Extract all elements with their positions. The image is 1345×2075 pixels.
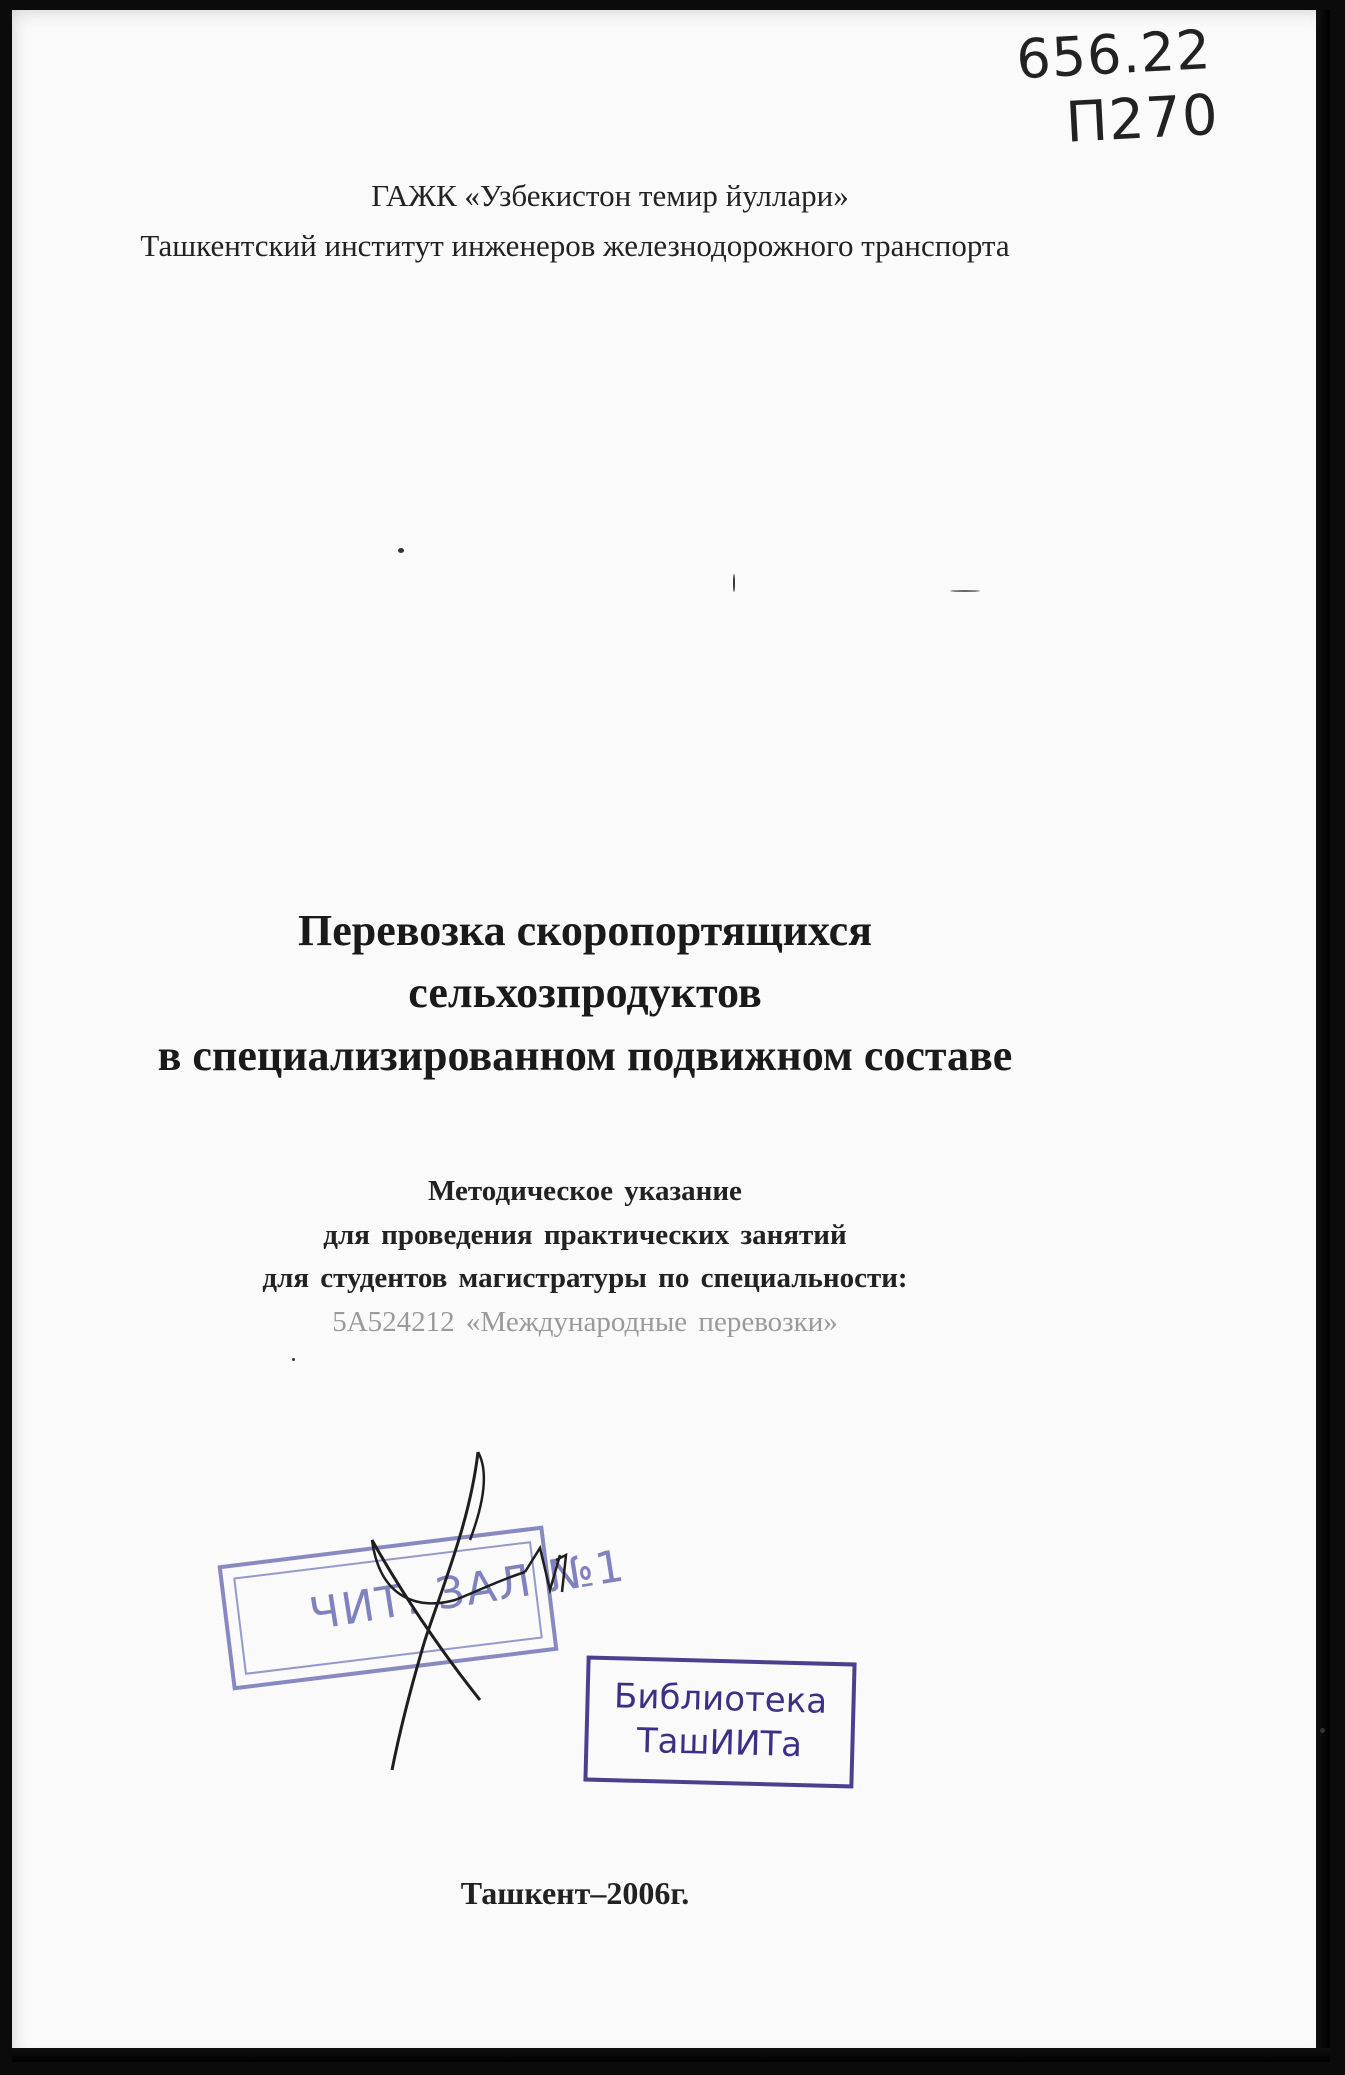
library-stamp-line1: Библиотека: [613, 1676, 828, 1722]
call-number-line2: П270: [1064, 82, 1221, 156]
subtitle-line2: для проведения практических занятий: [323, 1219, 847, 1251]
organization-name: ГАЖК «Узбекистон темир йуллари»: [371, 178, 849, 213]
subtitle-line1: Методическое указание: [428, 1175, 742, 1207]
library-stamp-line2: ТашИИТа: [636, 1720, 803, 1766]
subtitle-line4: 5А524212 «Международные перевозки»: [332, 1306, 838, 1338]
reading-room-stamp-text: ЧИТ. ЗАЛ №1: [305, 1540, 630, 1641]
institute-name: Ташкентский институт инженеров железнодорожного транспорта: [140, 228, 1010, 263]
place-and-year: Ташкент–2006г.: [460, 1875, 690, 1911]
library-stamp-text: [588, 1674, 852, 1769]
scan-edge-right: [1316, 10, 1330, 2062]
dust-speck: [292, 1358, 295, 1361]
dust-speck: [1320, 1728, 1325, 1733]
library-call-number: [1015, 17, 1221, 159]
call-number-line1: 656.22: [1014, 18, 1213, 92]
subtitle-line3: для студентов магистратуры по специальности:: [262, 1262, 908, 1294]
title-line1: Перевозка скоропортящихся: [298, 906, 872, 955]
dust-speck: [398, 548, 404, 553]
title-line2: сельхозпродуктов: [408, 968, 762, 1017]
library-stamp: [583, 1655, 856, 1788]
dust-speck: [950, 590, 980, 592]
dust-speck: [733, 574, 735, 592]
title-line3: в специализированном подвижном составе: [157, 1031, 1013, 1080]
scan-edge-bottom: [12, 2048, 1330, 2062]
